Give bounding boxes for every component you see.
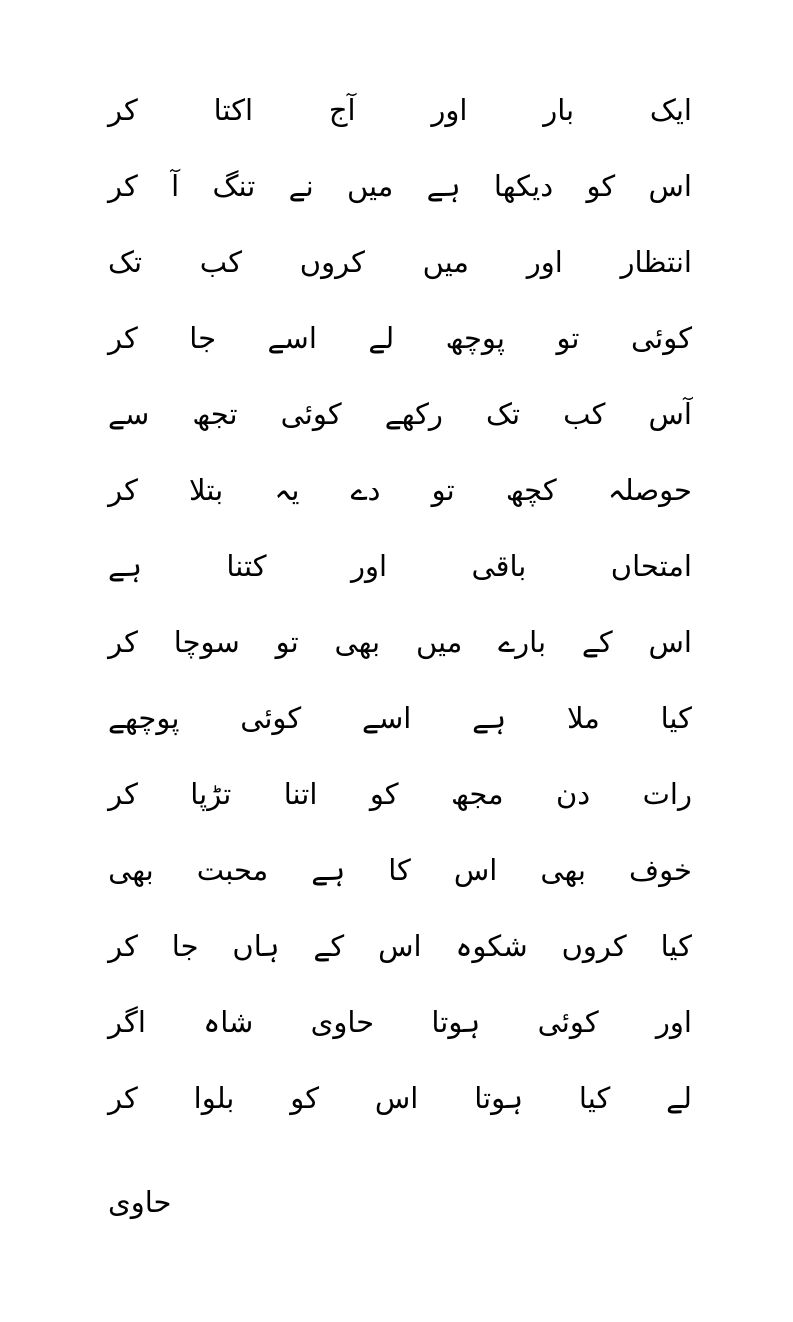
poem-word: کروں [299, 244, 365, 279]
poem-word: پوچھے [108, 700, 180, 735]
poem-word: کر [108, 320, 138, 355]
poem-word: کوئی [537, 1004, 599, 1039]
poem-word: سوچا [173, 624, 240, 659]
poem-word: کو [290, 1080, 320, 1115]
poem-word: کیا [578, 1080, 611, 1115]
poem-word: کوئی [630, 320, 692, 355]
poem-word: کیا [660, 700, 692, 735]
poem-word: حوصلہ [607, 472, 692, 507]
poem-word: دن [556, 776, 591, 811]
poem-word: کب [199, 244, 243, 279]
poem-word: ملا [566, 700, 600, 735]
poem-word: تو [556, 320, 580, 355]
poem-word: حاوی [310, 1004, 375, 1039]
poem-word: ہوتا [431, 1004, 481, 1039]
verse-line [108, 756, 692, 832]
poem-word: کر [108, 92, 138, 127]
verse-line [108, 1060, 692, 1136]
poem-word: کر [108, 168, 138, 203]
poem-word: بتلا [189, 472, 224, 507]
poem-word: تجھ [192, 396, 238, 431]
poem-word: کے [581, 624, 613, 659]
poem-word: تڑپا [190, 776, 232, 811]
poem-word: انتظار [620, 244, 692, 279]
poem-word: بھی [540, 852, 586, 887]
verse-line [108, 984, 692, 1060]
poem-word: کب [563, 396, 606, 431]
poem-word: یہ [274, 472, 300, 507]
poem-word: خوف [629, 852, 692, 887]
poem-word: کچھ [505, 472, 557, 507]
poem-word: کر [108, 1080, 138, 1115]
poem-word: اکتا [213, 92, 254, 127]
poem-word: اگر [108, 1004, 146, 1039]
poem-word: اس [648, 624, 692, 659]
poem-word: ہے [472, 700, 507, 735]
poem-word: امتحاں [610, 548, 692, 583]
poem-word: ہے [108, 548, 142, 583]
poem-word: آج [328, 92, 356, 127]
verse-line [108, 604, 692, 680]
poem-word: ہے [311, 852, 346, 887]
poem-word: میں [422, 244, 469, 279]
poem-word: کتنا [226, 548, 267, 583]
poem-word: کر [108, 776, 138, 811]
poem-word: تنگ [212, 168, 256, 203]
poem-word: تک [486, 396, 521, 431]
poem-word: باقی [471, 548, 527, 583]
poem-word: شکوہ [455, 928, 528, 963]
poem-word: شاہ [203, 1004, 254, 1039]
poem-body [108, 72, 692, 1136]
poem-word: تک [108, 244, 143, 279]
poem-word: کوئی [280, 396, 342, 431]
poem-word: میں [346, 168, 394, 203]
poem-word: رکھے [384, 396, 443, 431]
poem-word: لے [666, 1080, 692, 1115]
poem-word: میں [415, 624, 463, 659]
verse-line [108, 832, 692, 908]
verse-line [108, 528, 692, 604]
poem-word: اسے [267, 320, 317, 355]
poem-word: کر [108, 624, 138, 659]
poem-word: جا [189, 320, 217, 355]
poem-word: ایک [649, 92, 692, 127]
poem-word: تو [431, 472, 455, 507]
poem-word: اتنا [283, 776, 318, 811]
poet-signature: حاوی [108, 1185, 172, 1219]
poem-word: دے [350, 472, 381, 507]
poem-word: کا [388, 852, 411, 887]
poem-word: ہے [426, 168, 461, 203]
poem-word: سے [108, 396, 150, 431]
poem-word: لے [368, 320, 395, 355]
poem-word: مجھ [451, 776, 504, 811]
poem-word: بلوا [193, 1080, 235, 1115]
poem-word: اسے [362, 700, 412, 735]
poem-word: اور [431, 92, 468, 127]
poem-word: کو [586, 168, 616, 203]
verse-line [108, 376, 692, 452]
poem-word: نے [288, 168, 314, 203]
verse-line [108, 300, 692, 376]
verse-line [108, 72, 692, 148]
poem-word: بھی [108, 852, 154, 887]
poem-word: کروں [561, 928, 627, 963]
poem-word: کر [108, 472, 138, 507]
poem-word: کو [369, 776, 399, 811]
poem-word: آ [171, 168, 180, 203]
verse-line [108, 452, 692, 528]
poem-word: اور [655, 1004, 692, 1039]
poem-word: آس [648, 396, 692, 431]
poem-word: پوچھ [445, 320, 505, 355]
verse-line [108, 680, 692, 756]
poem-word: کیا [660, 928, 692, 963]
poem-word: رات [642, 776, 692, 811]
verse-line [108, 908, 692, 984]
poem-word: بار [543, 92, 575, 127]
poem-word: کے [313, 928, 345, 963]
poem-word: اس [378, 928, 422, 963]
poem-word: اس [453, 852, 498, 887]
poem-word: اور [350, 548, 388, 583]
poem-word: کوئی [240, 700, 302, 735]
poem-word: ہوتا [474, 1080, 524, 1115]
poem-word: اور [526, 244, 563, 279]
poem-word: کر [108, 928, 138, 963]
poem-word: جا [171, 928, 199, 963]
verse-line [108, 224, 692, 300]
poem-word: محبت [196, 852, 269, 887]
poem-word: اس [648, 168, 692, 203]
poem-word: دیکھا [493, 168, 554, 203]
poem-word: بارے [498, 624, 547, 659]
verse-line [108, 148, 692, 224]
poem-word: ہاں [232, 928, 280, 963]
poem-word: اس [374, 1080, 419, 1115]
poem-word: تو [275, 624, 299, 659]
poem-word: بھی [334, 624, 381, 659]
